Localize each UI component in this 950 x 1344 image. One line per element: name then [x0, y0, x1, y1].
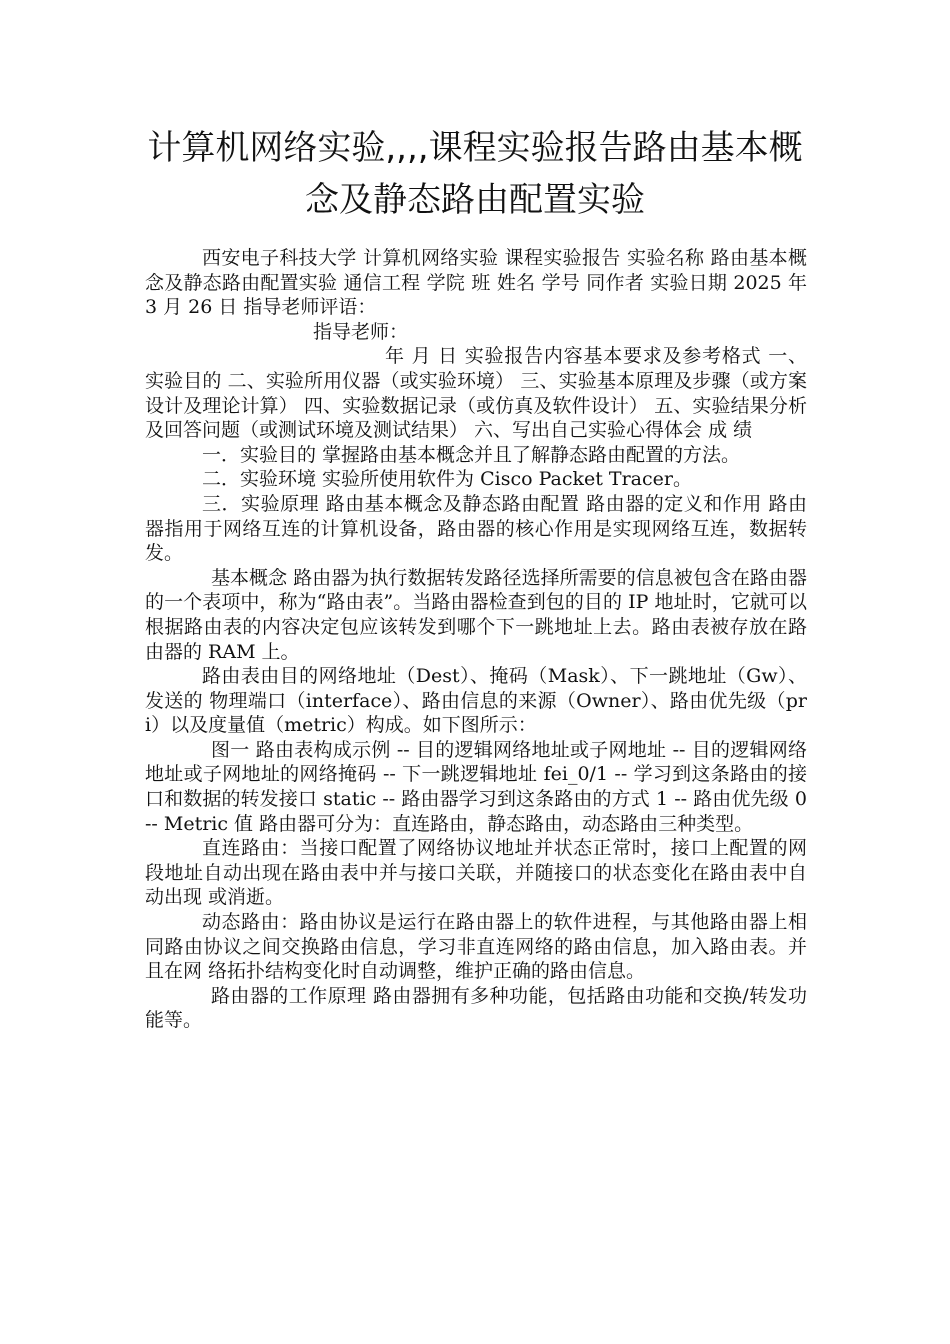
document-title: 计算机网络实验,,,,课程实验报告路由基本概念及静态路由配置实验 — [147, 128, 803, 220]
routing-table-paragraph: 路由表由目的网络地址（Dest）、掩码（Mask）、下一跳地址（Gw）、发送的 物理端口（interface）、路由信息的来源（Owner）、路由优先级（pri）以及度量值（metric）构成。如下图所示： — [145, 665, 807, 737]
instructor-line: 指导老师： — [313, 320, 409, 343]
environment-paragraph: 二．实验环境 实验所使用软件为 Cisco Packet Tracer。 — [202, 468, 692, 491]
document-body — [145, 246, 807, 1033]
dynamic-route-paragraph: 动态路由：路由协议是运行在路由器上的软件进程，与其他路由器上相同路由协议之间交换路由信息，学习非直连网络的路由信息，加入路由表。并且在网 络拓扑结构变化时自动调整，维护正确的路由信息。 — [145, 911, 807, 983]
format-requirements-paragraph: 年 月 日 实验报告内容基本要求及参考格式 一、实验目的 二、实验所用仪器（或实验环境） 三、实验基本原理及步骤（或方案设计及理论计算） 四、实验数据记录（或仿真及软件设计） 五、实验结果分析及回答问题（或测试环境及测试结果） 六、写出自己实验心得体会 成 绩 — [145, 345, 807, 442]
basic-concept-paragraph: 基本概念 路由器为执行数据转发路径选择所需要的信息被包含在路由器的一个表项中，称为“路由表”。当路由器检查到包的目的 IP 地址时，它就可以根据路由表的内容决定包应该转发到哪个下一跳地址上去。路由表被存放在路由器的 RAM 上。 — [145, 566, 807, 663]
figure-caption-paragraph: 图一 路由表构成示例 -- 目的逻辑网络地址或子网地址 -- 目的逻辑网络地址或子网地址的网络掩码 -- 下一跳逻辑地址 fei_0/1 -- 学习到这条路由的接口和数据的转发接口 static -- 路由器学习到这条路由的方式 1 -- 路由优先级 0 -- Metric 值 路由器可分为：直连路由，静态路由，动态路由三种类型。 — [145, 738, 807, 835]
objective-paragraph: 一．实验目的 掌握路由基本概念并且了解静态路由配置的方法。 — [202, 443, 741, 466]
principle-paragraph: 三．实验原理 路由基本概念及静态路由配置 路由器的定义和作用 路由器指用于网络互连的计算机设备，路由器的核心作用是实现网络互连，数据转发。 — [145, 492, 807, 565]
direct-route-paragraph: 直连路由：当接口配置了网络协议地址并状态正常时，接口上配置的网段地址自动出现在路由表中并与接口关联，并随接口的状态变化在路由表中自动出现 或消逝。 — [145, 837, 807, 909]
report-header-paragraph: 西安电子科技大学 计算机网络实验 课程实验报告 实验名称 路由基本概念及静态路由配置实验 通信工程 学院 班 姓名 学号 同作者 实验日期 2025 年 3 月 26 日 指导老师评语： — [145, 247, 807, 319]
router-principle-paragraph: 路由器的工作原理 路由器拥有多种功能，包括路由功能和交换/转发功能等。 — [145, 984, 807, 1032]
